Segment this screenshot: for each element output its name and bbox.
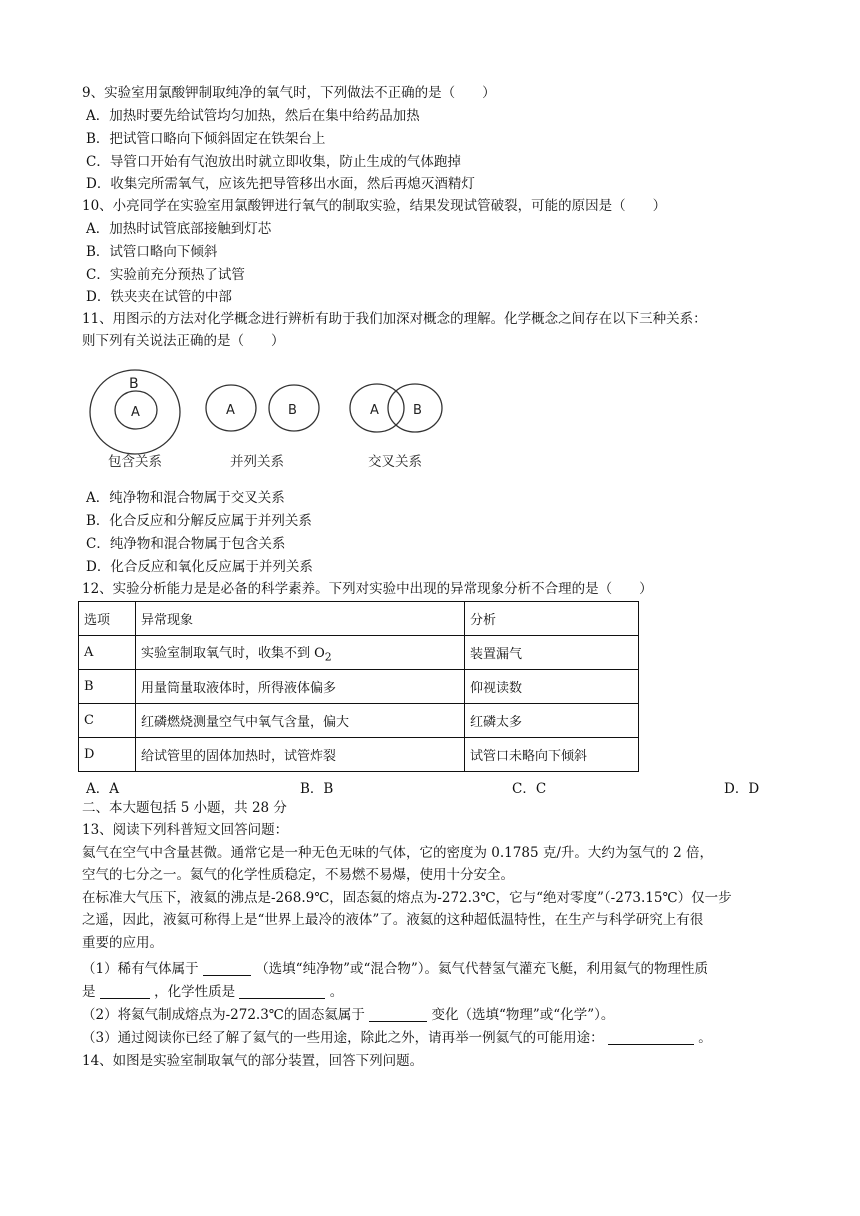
q12-choice-c: C．C [512,781,547,797]
q12-stem: 12、实验分析能力是是必备的科学素养。下列对实验中出现的异常现象分析不合理的是（ ） [82,581,653,597]
q9-option-d: D．收集完所需氧气，应该先把导管移出水面，然后再熄灭酒精灯 [86,176,475,192]
parallel-relation-figure [206,385,319,470]
q11-option-a: A．纯净物和混合物属于交叉关系 [86,490,285,506]
q9-option-b: B．把试管口略向下倾斜固定在铁架台上 [86,131,326,147]
contain-letter-a: A [131,405,140,420]
q11-stem-line1: 11、用图示的方法对化学概念进行辨析有助于我们加深对概念的理解。化学概念之间存在以下三种关系： [82,311,707,327]
q13-sub1-text-b: （选填“纯净物”或“混合物”）。氦气代替氢气灌充飞艇，利用氦气的物理性质 [255,961,709,977]
row-phenomenon: 给试管里的固体加热时，试管炸裂 [136,738,465,772]
q13-para2-line3: 重要的应用。 [82,935,163,951]
q13-sub1-text-e: 。 [329,984,344,1000]
q9-stem: 9、实验室用氯酸钾制取纯净的氧气时，下列做法不正确的是（ ） [82,85,496,101]
row-analysis: 仰视读数 [465,670,639,704]
q13-para1-line2: 空气的七分之一。氦气的化学性质稳定，不易燃不易爆，使用十分安全。 [82,867,514,883]
q9-option-c: C．导管口开始有气泡放出时就立即收集，防止生成的气体跑掉 [86,154,461,170]
q13-sub1-line1 [82,960,708,978]
section-heading: 二、本大题包括 5 小题，共 28 分 [82,800,287,816]
table-row [79,636,639,670]
q14-stem: 14、如图是实验室制取氧气的部分装置，回答下列问题。 [82,1053,424,1069]
q12-choice-b: B．B [300,781,334,797]
answer-blank-1[interactable] [203,961,251,976]
q10-option-c: C．实验前充分预热了试管 [86,267,245,283]
q13-sub1-text-a: （1）稀有气体属于 [82,961,199,977]
q11-stem-line2: 则下列有关说法正确的是（ ） [82,333,285,349]
q13-sub2-text-b: 变化（选填“物理”或“化学”）。 [431,1007,615,1023]
answer-blank-2[interactable] [100,984,150,999]
q13-para1-line1: 氦气在空气中含量甚微。通常它是一种无色无味的气体，它的密度为 0.1785 克/升。大约为氢气的 2 倍， [82,845,714,861]
contain-letter-b: B [129,376,139,392]
q12-choice-d: D．D [724,781,760,797]
q12-choice-a: A．A [86,781,119,797]
header-analysis: 分析 [465,602,639,636]
row-phenomenon: 用量筒量取液体时，所得液体偏多 [136,670,465,704]
row-analysis: 红磷太多 [465,704,639,738]
row-option: A [79,636,136,670]
q13-sub1-text-d: ，化学性质是 [154,984,236,1000]
q13-sub1-text-c: 是 [82,984,96,1000]
row-phenomenon: 红磷燃烧测量空气中氧气含量，偏大 [136,704,465,738]
q13-para2-line1: 在标准大气压下，液氦的沸点是-268.9℃，固态氦的熔点为-272.3℃，它与“绝对零度”（-273.15℃）仅一步 [82,890,732,906]
q13-sub3 [82,1029,712,1047]
row-analysis: 装置漏气 [465,636,639,670]
row-option: B [79,670,136,704]
q10-option-d: D．铁夹夹在试管的中部 [86,289,232,305]
q13-sub2 [82,1006,614,1024]
parallel-letter-a: A [226,403,235,418]
relationship-diagram [80,362,460,477]
header-option: 选项 [79,602,136,636]
q13-sub3-text-a: （3）通过阅读你已经了解了氦气的一些用途，除此之外，请再举一例氦气的可能用途： [82,1030,604,1046]
q11-option-b: B．化合反应和分解反应属于并列关系 [86,513,312,529]
q10-option-b: B．试管口略向下倾斜 [86,244,218,260]
q10-option-a: A．加热时试管底部接触到灯芯 [86,221,272,237]
table-row [79,670,639,704]
q12-table [78,601,639,772]
answer-blank-4[interactable] [369,1007,427,1022]
label-cross: 交叉关系 [368,454,422,470]
cross-letter-b: B [413,403,422,418]
row-option: D [79,738,136,772]
header-phenomenon: 异常现象 [136,602,465,636]
answer-blank-5[interactable] [608,1030,694,1045]
q13-sub3-text-b: 。 [698,1030,712,1046]
row-option: C [79,704,136,738]
phenomenon-text: 实验室制取氧气时，收集不到 O [141,645,325,661]
q9-option-a: A．加热时要先给试管均匀加热，然后在集中给药品加热 [86,108,420,124]
q13-sub1-line2 [82,983,343,1001]
answer-blank-3[interactable] [239,984,325,999]
label-parallel: 并列关系 [230,454,284,470]
row-analysis: 试管口未略向下倾斜 [465,738,639,772]
cross-relation-figure [350,384,442,470]
q13-para2-line2: 之遥，因此，液氦可称得上是“世界上最冷的液体”了。液氦的这种超低温特性，在生产与科学研究上有很 [82,912,704,928]
q10-stem: 10、小亮同学在实验室用氯酸钾进行氧气的制取实验，结果发现试管破裂，可能的原因是（ ） [82,198,667,214]
label-contain: 包含关系 [108,454,162,470]
q13-sub2-text-a: （2）将氦气制成熔点为-272.3℃的固态氦属于 [82,1007,365,1023]
q11-option-c: C．纯净物和混合物属于包含关系 [86,536,286,552]
parallel-letter-b: B [288,403,297,418]
q13-stem: 13、阅读下列科普短文回答问题： [82,822,289,838]
table-header-row [79,602,639,636]
subscript: 2 [324,650,332,664]
cross-letter-a: A [370,403,379,418]
contain-relation-figure [90,370,180,470]
q11-option-d: D．化合反应和氧化反应属于并列关系 [86,559,313,575]
table-row [79,704,639,738]
row-phenomenon [136,636,465,670]
table-row [79,738,639,772]
